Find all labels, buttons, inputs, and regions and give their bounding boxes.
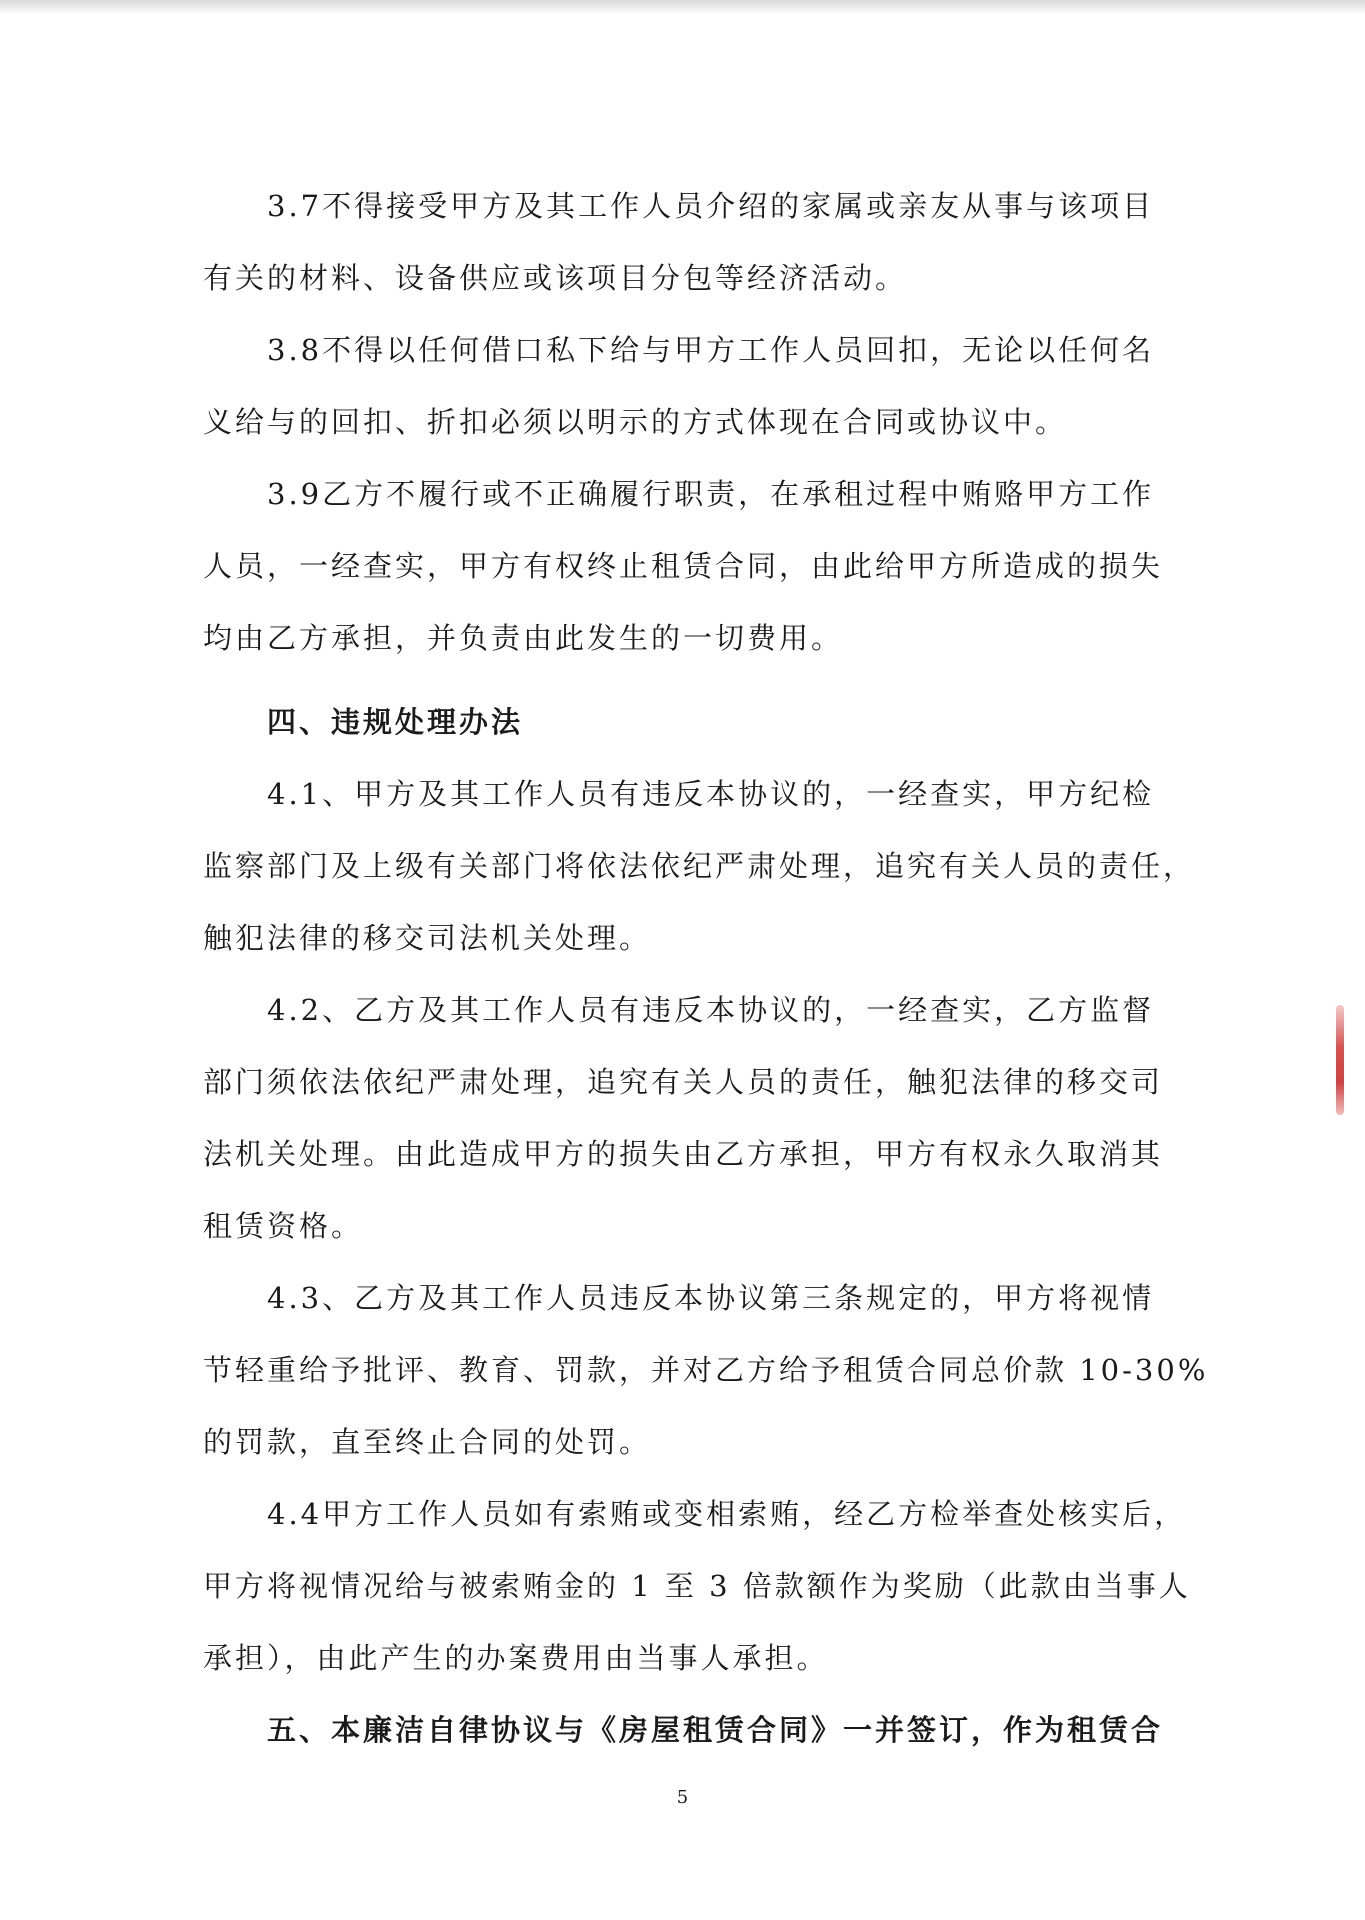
- paragraph-3-8-line-2: 义给与的回扣、折扣必须以明示的方式体现在合同或协议中。: [203, 405, 1068, 439]
- paragraph-4-1-line-3: 触犯法律的移交司法机关处理。: [203, 921, 652, 955]
- paragraph-4-2-line-3: 法机关处理。由此造成甲方的损失由乙方承担，甲方有权永久取消其: [203, 1137, 1164, 1171]
- page-number: 5: [676, 1787, 689, 1808]
- paragraph-4-3-line-1: 4.3、乙方及其工作人员违反本协议第三条规定的，甲方将视情: [267, 1281, 1155, 1315]
- paragraph-4-4-line-3: 承担），由此产生的办案费用由当事人承担。: [203, 1641, 829, 1675]
- paragraph-4-4-line-1: 4.4甲方工作人员如有索贿或变相索贿，经乙方检举查处核实后，: [267, 1497, 1187, 1531]
- paragraph-4-2-line-2: 部门须依法依纪严肃处理，追究有关人员的责任，触犯法律的移交司: [203, 1065, 1164, 1099]
- document-body: [203, 170, 1209, 1766]
- section-5-line-1: 五、本廉洁自律协议与《房屋租赁合同》一并签订，作为租赁合: [267, 1713, 1164, 1747]
- paragraph-3-9-line-3: 均由乙方承担，并负责由此发生的一切费用。: [203, 621, 844, 655]
- paragraph-3-7-line-1: 3.7不得接受甲方及其工作人员介绍的家属或亲友从事与该项目: [267, 189, 1155, 223]
- paragraph-3-9-line-1: 3.9乙方不履行或不正确履行职责，在承租过程中贿赂甲方工作: [267, 477, 1155, 511]
- paragraph-4-3-line-3: 的罚款，直至终止合同的处罚。: [203, 1425, 652, 1459]
- section-heading-4: 四、违规处理办法: [267, 705, 524, 739]
- paragraph-4-1-line-2: 监察部门及上级有关部门将依法依纪严肃处理，追究有关人员的责任，: [203, 849, 1196, 883]
- paragraph-3-8-line-1: 3.8不得以任何借口私下给与甲方工作人员回扣，无论以任何名: [267, 333, 1155, 367]
- paragraph-3-7-line-2: 有关的材料、设备供应或该项目分包等经济活动。: [203, 261, 908, 295]
- paragraph-4-3-line-2: 节轻重给予批评、教育、罚款，并对乙方给予租赁合同总价款 10-30%: [203, 1353, 1209, 1387]
- paragraph-4-4-line-2: 甲方将视情况给与被索贿金的 1 至 3 倍款额作为奖励（此款由当事人: [203, 1569, 1191, 1603]
- paragraph-4-2-line-1: 4.2、乙方及其工作人员有违反本协议的，一经查实，乙方监督: [267, 993, 1155, 1027]
- paragraph-4-1-line-1: 4.1、甲方及其工作人员有违反本协议的，一经查实，甲方纪检: [267, 777, 1155, 811]
- seal-stamp-edge: [1336, 1005, 1344, 1115]
- paragraph-3-9-line-2: 人员，一经查实，甲方有权终止租赁合同，由此给甲方所造成的损失: [203, 549, 1164, 583]
- scan-top-edge: [0, 0, 1365, 14]
- paragraph-4-2-line-4: 租赁资格。: [203, 1209, 364, 1243]
